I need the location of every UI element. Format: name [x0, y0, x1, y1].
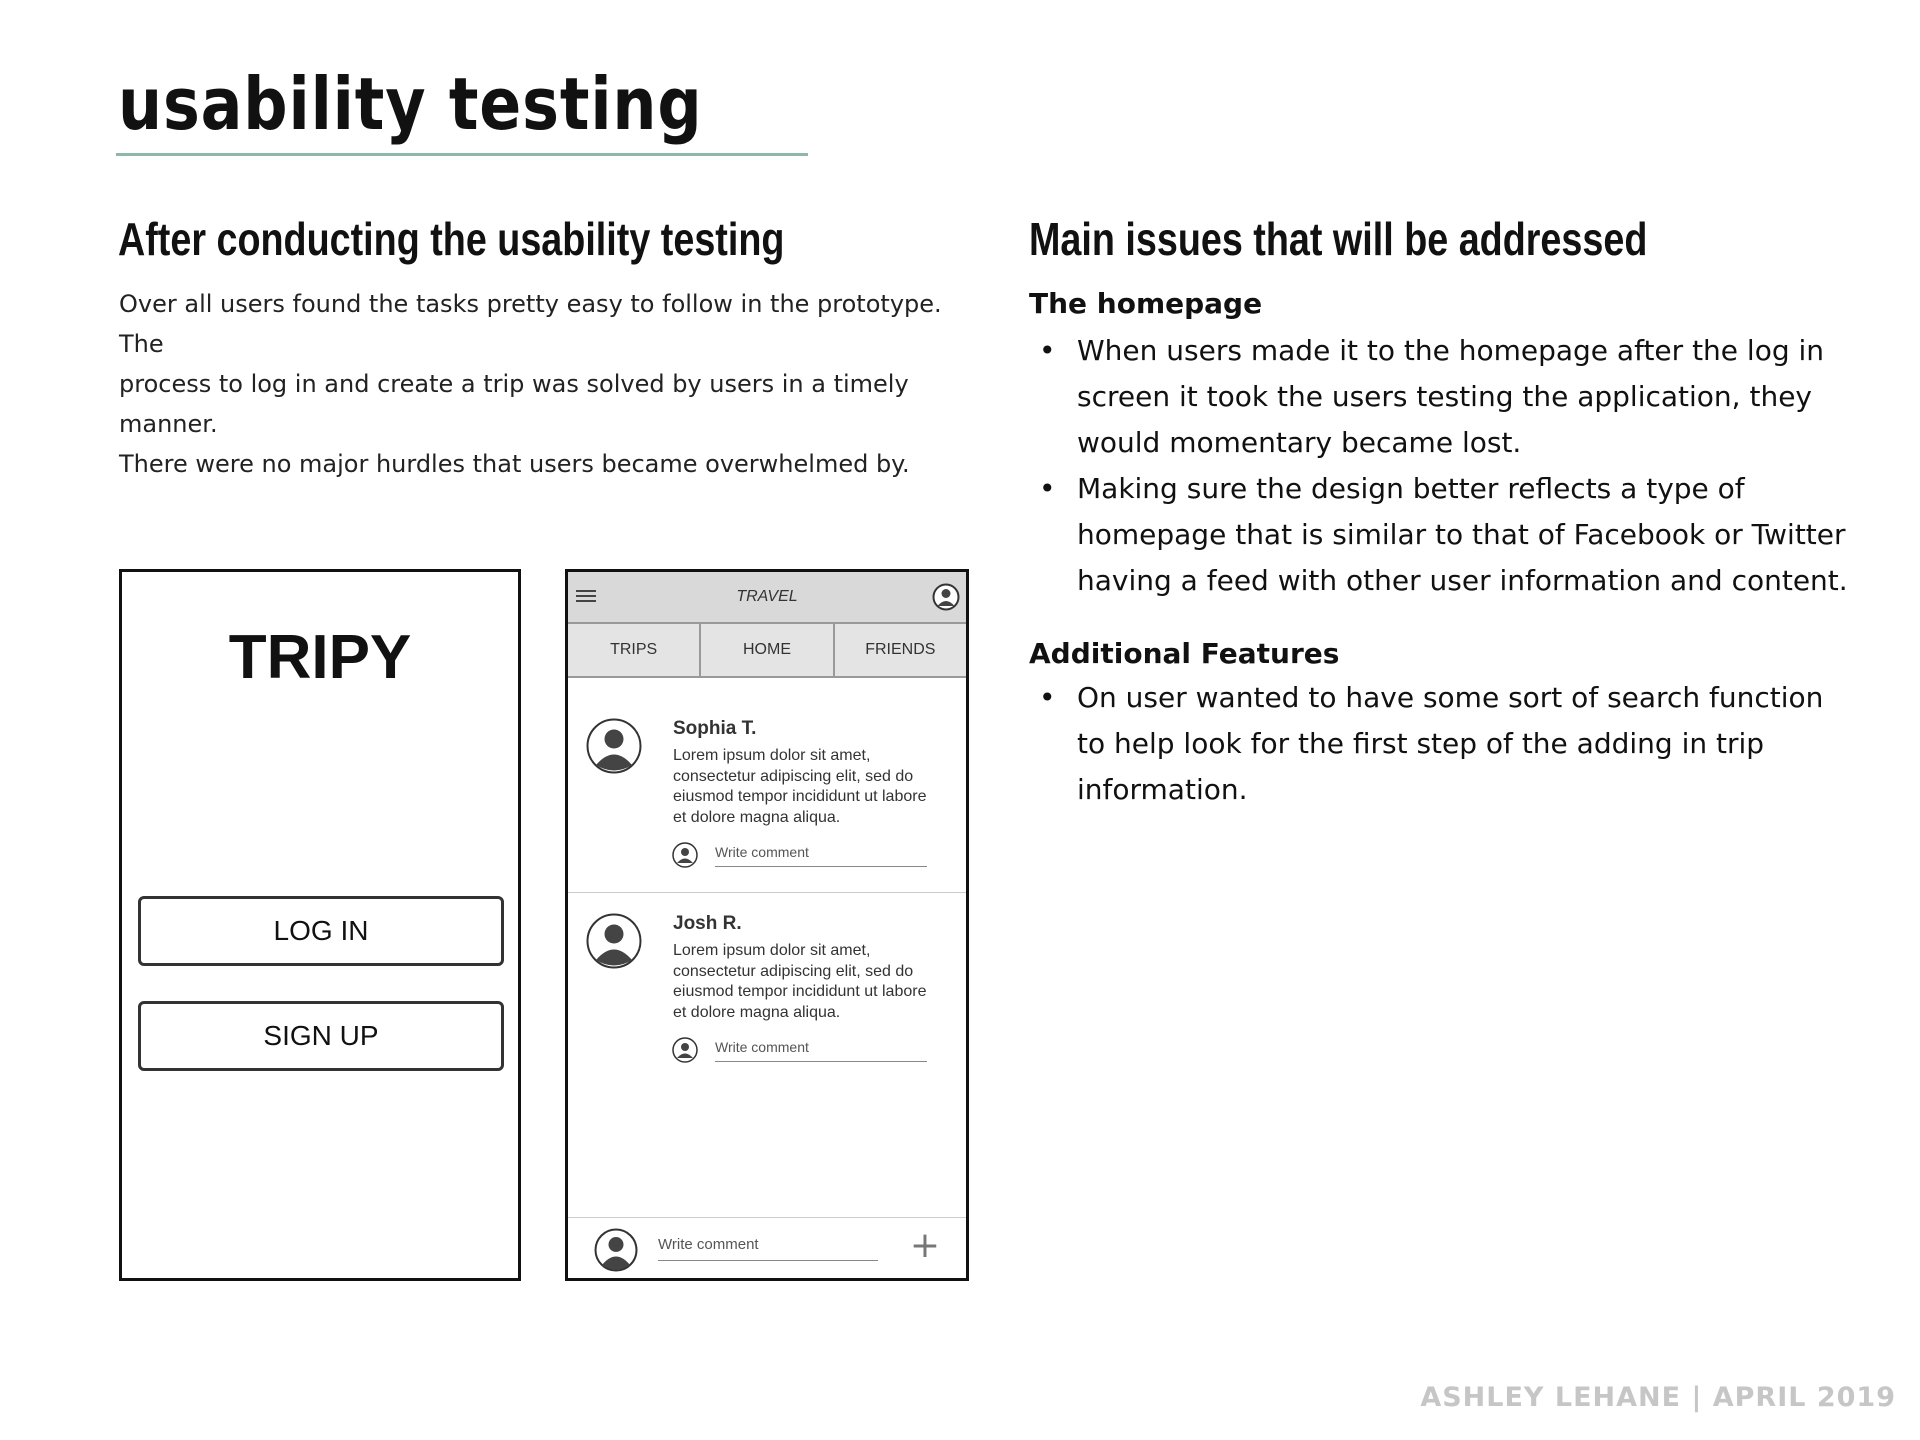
comment-input[interactable]: Write comment	[715, 1037, 927, 1062]
homepage-bullets	[1029, 328, 1889, 604]
add-plus-icon[interactable]: +	[909, 1225, 940, 1266]
additional-features-bullets	[1029, 675, 1889, 813]
post-author-name: Sophia T.	[673, 718, 757, 739]
tab-trips[interactable]: TRIPS	[568, 624, 701, 676]
comment-input[interactable]: Write comment	[715, 842, 927, 867]
user-avatar-icon	[594, 1228, 638, 1272]
compose-input[interactable]: Write comment	[658, 1236, 878, 1261]
post-author-name: Josh R.	[673, 913, 742, 934]
section-title-homepage: The homepage	[1029, 287, 1263, 320]
user-avatar-icon	[586, 913, 642, 969]
intro-line: Over all users found the tasks pretty easy to follow in the prototype. The	[119, 290, 942, 358]
left-heading: After conducting the usability testing	[118, 213, 785, 265]
right-heading: Main issues that will be addressed	[1029, 213, 1648, 265]
title-underline	[116, 153, 808, 156]
bullet-item: • On user wanted to have some sort of search function to help look for the first step of the adding in trip information.	[1029, 675, 1889, 813]
tab-friends[interactable]: FRIENDS	[865, 641, 936, 658]
user-avatar-icon	[586, 718, 642, 774]
bullet-item: • When users made it to the homepage after the log in screen it took the users testing the application, they would momentary became lost.	[1029, 328, 1889, 466]
intro-paragraph	[119, 284, 979, 484]
section-title-additional-features: Additional Features	[1029, 637, 1340, 670]
post-divider	[568, 892, 966, 893]
footer-credit: ASHLEY LEHANE | APRIL 2019	[1420, 1382, 1896, 1413]
app-brand: TRIPY	[228, 623, 412, 692]
home-feed-wireframe	[565, 569, 969, 1281]
comment-avatar-icon	[672, 842, 698, 868]
intro-line: There were no major hurdles that users became overwhelmed by.	[119, 450, 910, 478]
signup-button[interactable]: SIGN UP	[138, 1001, 504, 1071]
login-screen-wireframe	[119, 569, 521, 1281]
tab-bar	[568, 624, 966, 678]
post-body: Lorem ipsum dolor sit amet, consectetur adipiscing elit, sed do eiusmod tempor incididunt ut labore et dolore magna aliqua.	[673, 942, 927, 1021]
tab-home[interactable]: HOME	[701, 624, 834, 676]
comment-avatar-icon	[672, 1037, 698, 1063]
bullet-item: • Making sure the design better reflects a type of homepage that is similar to that of Facebook or Twitter having a feed with other user information and content.	[1029, 466, 1889, 604]
app-top-bar	[568, 572, 966, 624]
compose-bar	[568, 1217, 966, 1278]
intro-line: process to log in and create a trip was solved by users in a timely manner.	[119, 370, 909, 438]
app-title: TRAVEL	[736, 588, 798, 605]
page-title: usability testing	[118, 62, 703, 146]
profile-avatar-icon[interactable]	[932, 583, 960, 611]
login-button[interactable]: LOG IN	[138, 896, 504, 966]
post-body: Lorem ipsum dolor sit amet, consectetur adipiscing elit, sed do eiusmod tempor incididunt ut labore et dolore magna aliqua.	[673, 747, 927, 826]
